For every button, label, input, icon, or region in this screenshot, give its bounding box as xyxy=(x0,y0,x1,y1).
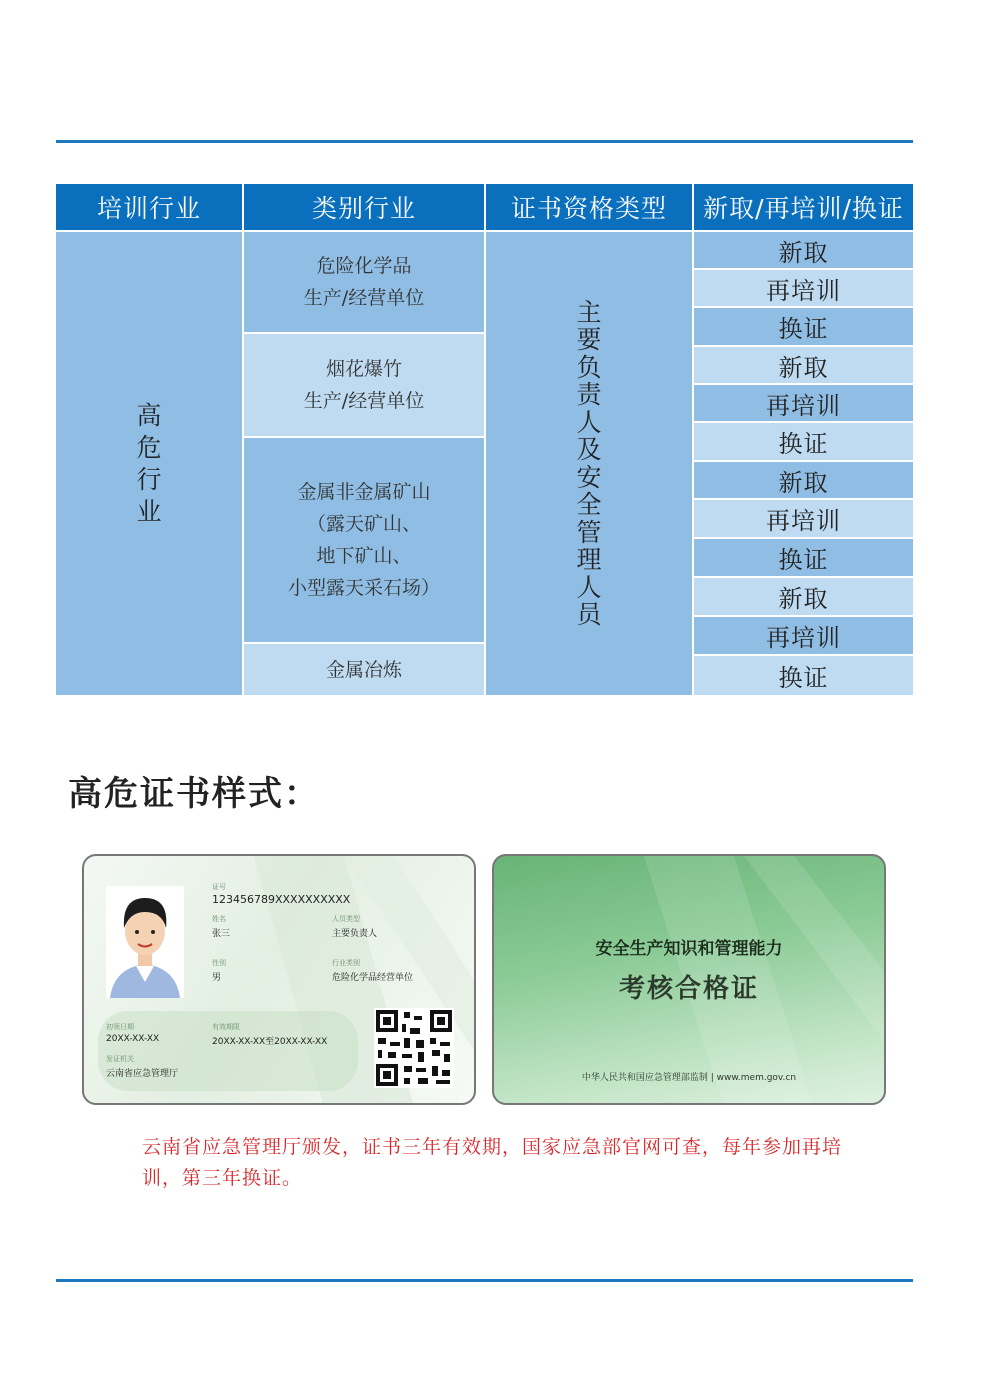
mode-cell: 再培训 xyxy=(694,617,913,654)
mode-cell: 新取 xyxy=(694,347,913,383)
category-line: （露天矿山、 xyxy=(306,513,421,535)
header-mode: 新取/再培训/换证 xyxy=(694,184,913,230)
header-training-industry: 培训行业 xyxy=(56,184,242,230)
certificate-char: 人 xyxy=(576,572,602,602)
id-label: 证号 xyxy=(212,883,226,891)
mode-cell: 换证 xyxy=(694,308,913,345)
mode-cell: 换证 xyxy=(694,539,913,576)
category-line: 地下矿山、 xyxy=(316,545,412,567)
certificate-card-back xyxy=(492,854,886,1105)
gender-value: 男 xyxy=(212,973,222,983)
category-line: 金属非金属矿山 xyxy=(297,481,431,503)
certificate-char: 全 xyxy=(576,490,602,519)
certificate-char: 员 xyxy=(576,600,602,629)
issuance-note: 云南省应急管理厅颁发，证书三年有效期，国家应急部官网可查，每年参加再培训，第三年换证。 xyxy=(142,1136,843,1189)
card-footer: 中华人民共和国应急管理部监制 | www.mem.gov.cn xyxy=(581,1073,797,1083)
header-category-industry: 类别行业 xyxy=(244,184,484,230)
valid-period-value: 20XX-XX-XX至20XX-XX-XX xyxy=(212,1037,328,1047)
industry-char: 高 xyxy=(136,400,162,430)
mode-cell: 新取 xyxy=(694,232,913,268)
certificate-char: 安 xyxy=(576,462,602,492)
authority-label: 发证机关 xyxy=(106,1055,134,1063)
issue-date-value: 20XX-XX-XX xyxy=(106,1034,160,1044)
certificate-char: 人 xyxy=(576,407,602,437)
mode-cell: 再培训 xyxy=(694,385,913,421)
type-value: 主要负责人 xyxy=(332,929,378,939)
category-label: 行业类别 xyxy=(332,959,360,967)
avatar xyxy=(106,886,184,998)
card-subtitle: 安全生产知识和管理能力 xyxy=(595,939,783,959)
category-line: 危险化学品 xyxy=(316,255,412,277)
id-value: 123456789XXXXXXXXXX xyxy=(212,893,351,906)
certificate-card-front xyxy=(82,854,476,1105)
valid-period-label: 有效期限 xyxy=(212,1023,240,1031)
section-title: 高危证书样式： xyxy=(68,774,320,814)
certificate-char: 理 xyxy=(576,545,602,574)
category-line: 烟花爆竹 xyxy=(325,358,402,380)
name-label: 姓名 xyxy=(212,915,226,923)
authority-value: 云南省应急管理厅 xyxy=(106,1069,179,1079)
gender-label: 性别 xyxy=(212,959,226,967)
mode-cell: 换证 xyxy=(694,656,913,695)
certificate-type-cell xyxy=(486,232,692,695)
category-metal-smelting xyxy=(244,644,484,695)
qr-code-icon xyxy=(374,1008,454,1088)
industry-cell xyxy=(56,232,242,695)
issue-date-label: 初领日期 xyxy=(106,1023,134,1031)
category-line: 生产/经营单位 xyxy=(303,390,425,412)
industry-char: 业 xyxy=(136,496,162,526)
category-line: 金属冶炼 xyxy=(325,658,402,681)
category-line: 小型露天采石场） xyxy=(287,577,440,599)
certificate-char: 及 xyxy=(576,435,602,464)
card-title: 考核合格证 xyxy=(618,974,759,1004)
type-label: 人员类型 xyxy=(332,915,360,923)
industry-char: 危 xyxy=(136,432,162,462)
category-value: 危险化学品经营单位 xyxy=(332,973,414,983)
certificate-char: 管 xyxy=(576,517,602,547)
category-hazardous-chemicals xyxy=(244,232,484,332)
header-certificate-type: 证书资格类型 xyxy=(486,184,692,230)
category-mines xyxy=(244,438,484,642)
training-table xyxy=(56,184,913,695)
category-line: 生产/经营单位 xyxy=(303,287,425,309)
mode-cell: 再培训 xyxy=(694,500,913,537)
mode-cell: 再培训 xyxy=(694,270,913,306)
top-divider xyxy=(56,140,913,143)
industry-char: 行 xyxy=(136,464,162,494)
category-fireworks xyxy=(244,334,484,436)
mode-cell: 新取 xyxy=(694,578,913,615)
name-value: 张三 xyxy=(212,929,231,939)
certificate-char: 责 xyxy=(576,380,602,409)
certificate-char: 主 xyxy=(576,297,602,327)
bottom-divider xyxy=(56,1279,913,1282)
mode-cell: 换证 xyxy=(694,423,913,460)
mode-cell: 新取 xyxy=(694,462,913,498)
certificate-char: 要 xyxy=(576,325,602,354)
certificate-char: 负 xyxy=(576,352,602,382)
